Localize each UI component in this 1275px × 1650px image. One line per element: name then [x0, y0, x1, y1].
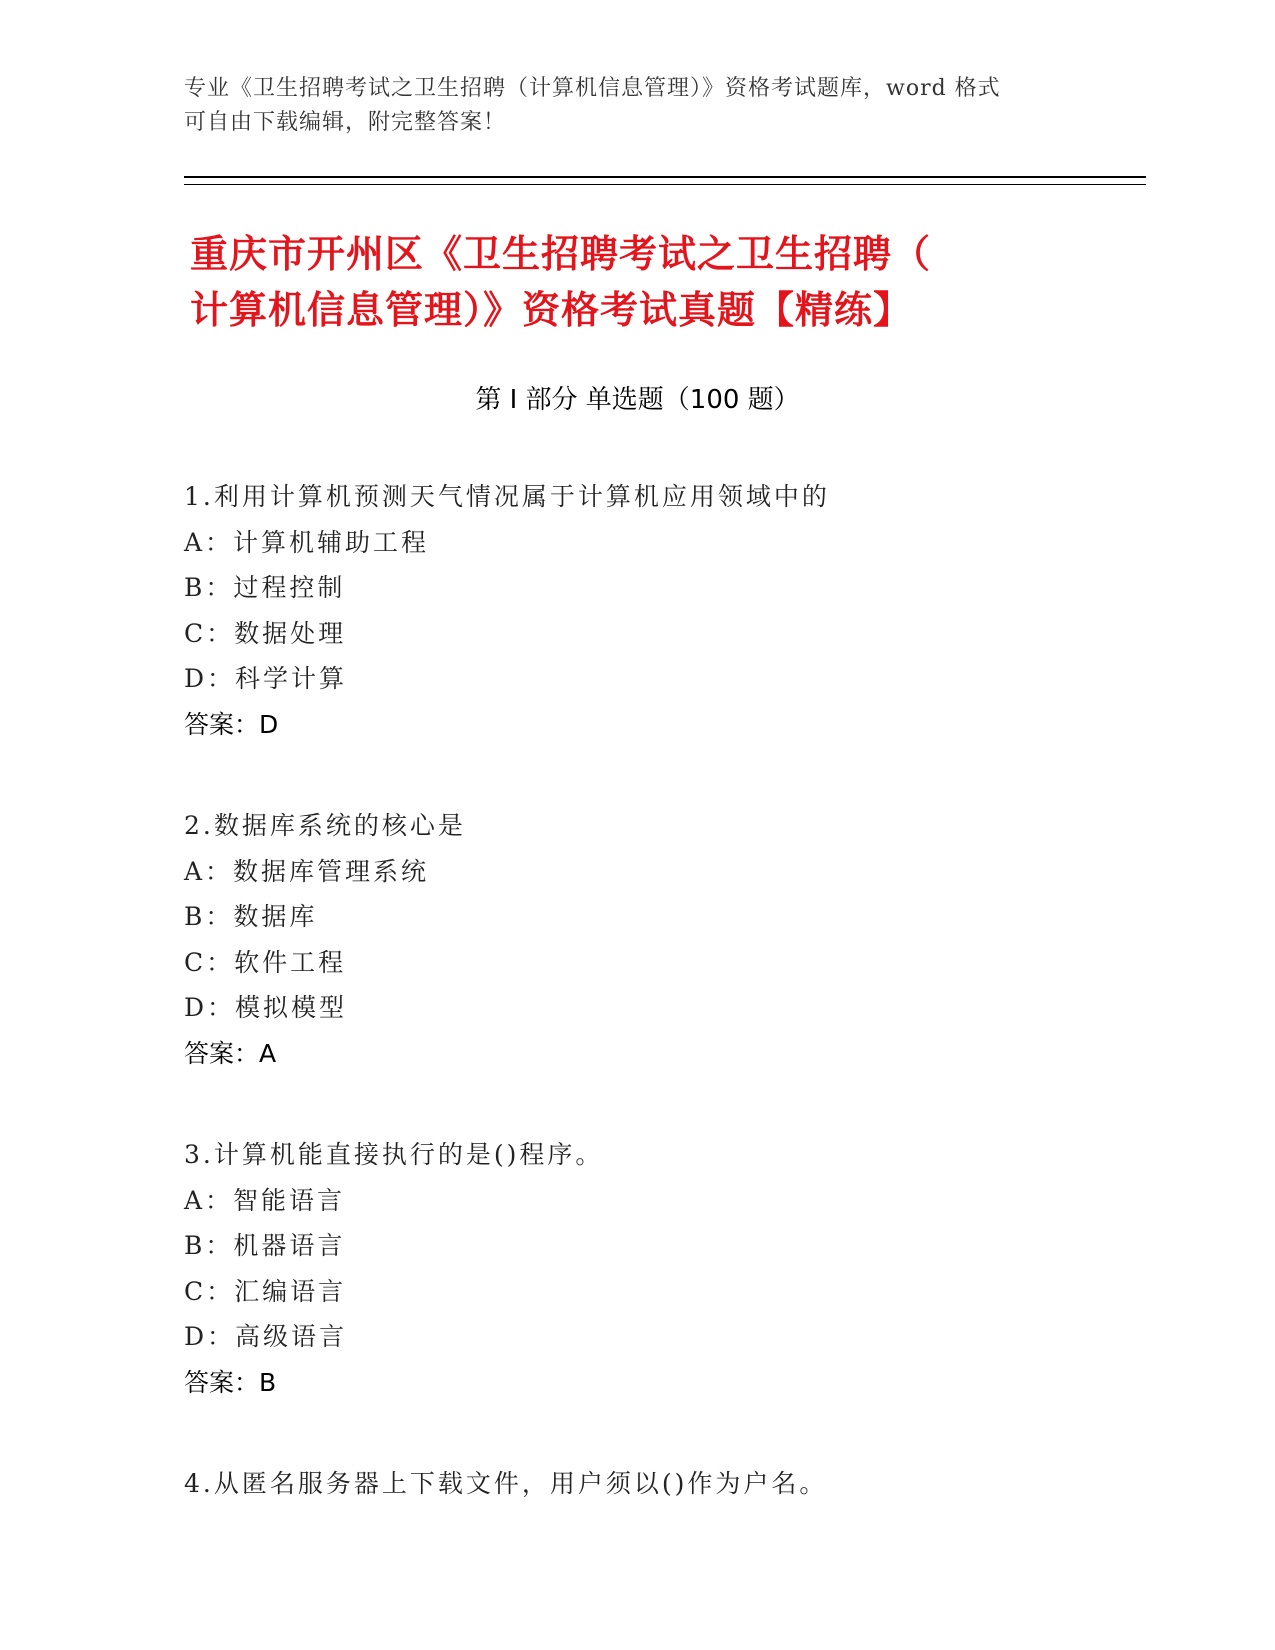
header-divider-thick	[184, 176, 1146, 178]
question-3	[184, 1132, 1144, 1405]
title-line-2: 计算机信息管理）》资格考试真题【精练】	[190, 288, 913, 332]
section-heading: 第 I 部分 单选题（100 题）	[475, 385, 800, 415]
option-c: C：汇编语言	[184, 1276, 347, 1306]
document-header-note	[184, 72, 1084, 140]
option-a: A：计算机辅助工程	[184, 527, 430, 557]
header-note-line-1: 专业《卫生招聘考试之卫生招聘（计算机信息管理）》资格考试题库，word 格式	[184, 76, 1001, 101]
answer-line: 答案：D	[184, 709, 279, 739]
question-1	[184, 474, 1144, 747]
question-4	[184, 1461, 1144, 1507]
question-stem: 3.计算机能直接执行的是()程序。	[184, 1140, 604, 1169]
answer-line: 答案：A	[184, 1038, 277, 1068]
option-d: D：科学计算	[184, 664, 348, 693]
option-c: C：软件工程	[184, 947, 347, 977]
question-2	[184, 803, 1144, 1076]
option-a: A：智能语言	[184, 1185, 346, 1215]
option-d: D：高级语言	[184, 1322, 348, 1351]
option-b: B：过程控制	[184, 573, 346, 602]
question-list	[184, 474, 1144, 1563]
header-note-line-2: 可自由下载编辑，附完整答案！	[184, 110, 507, 135]
option-b: B：机器语言	[184, 1231, 346, 1260]
header-divider-thin	[184, 184, 1146, 185]
option-a: A：数据库管理系统	[184, 856, 430, 886]
question-stem: 4.从匿名服务器上下载文件，用户须以()作为户名。	[184, 1469, 828, 1498]
question-stem: 1.利用计算机预测天气情况属于计算机应用领域中的	[184, 482, 830, 511]
document-title	[190, 226, 1090, 338]
question-stem: 2.数据库系统的核心是	[184, 811, 466, 840]
answer-line: 答案：B	[184, 1367, 277, 1397]
title-line-1: 重庆市开州区《卫生招聘考试之卫生招聘（	[190, 232, 932, 276]
option-b: B：数据库	[184, 902, 318, 931]
option-c: C：数据处理	[184, 618, 347, 648]
option-d: D：模拟模型	[184, 993, 348, 1022]
